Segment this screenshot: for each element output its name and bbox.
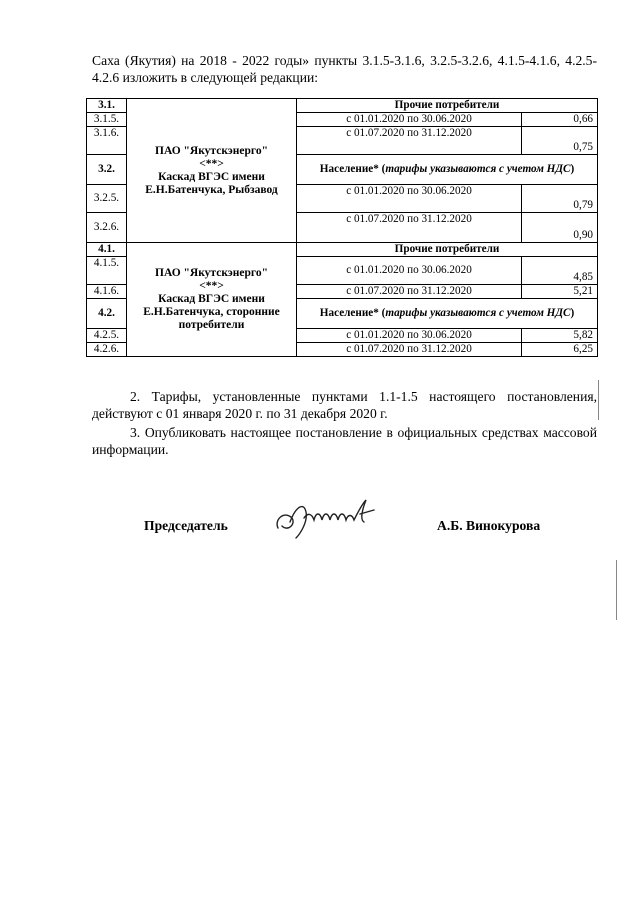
period-cell: с 01.01.2020 по 30.06.2020 [297,257,522,285]
row-number: 3.2.6. [87,213,127,243]
section-header: Прочие потребители [297,99,598,113]
section-header [297,299,598,329]
section-header: Прочие потребители [297,243,598,257]
period-cell: с 01.07.2020 по 31.12.2020 [297,343,522,357]
org-object: Каскад ВГЭС имени Е.Н.Батенчука, сторонние потребители [143,293,280,331]
handwritten-signature [270,492,390,542]
row-number: 3.1. [87,99,127,113]
tariff-value: 0,66 [522,113,598,127]
row-number: 4.1.5. [87,257,127,285]
paragraph-3: 3. Опубликовать настоящее постановление в официальных средствах массовой информации. [92,425,597,457]
section-header [297,155,598,185]
period-cell: с 01.07.2020 по 31.12.2020 [297,285,522,299]
period-cell: с 01.01.2020 по 30.06.2020 [297,185,522,213]
org-note-mark: <**> [199,280,224,292]
signer-name: А.Б. Винокурова [437,518,541,533]
tariff-value: 4,85 [522,257,598,285]
organization-cell [127,243,297,357]
row-number: 4.2.5. [87,329,127,343]
row-number: 3.1.5. [87,113,127,127]
organization-cell [127,99,297,243]
tariff-value: 5,82 [522,329,598,343]
tariff-value: 0,79 [522,185,598,213]
tariff-value: 6,25 [522,343,598,357]
org-object: Каскад ВГЭС имени Е.Н.Батенчука, Рыбзавод [145,170,278,196]
scan-edge-mark [598,380,599,420]
period-cell: с 01.07.2020 по 31.12.2020 [297,127,522,155]
table-row [87,243,598,257]
header-italic: тарифы указываются с учетом НДС [385,163,571,175]
header-end: ) [570,307,575,319]
header-end: ) [570,163,575,175]
tariff-value: 5,21 [522,285,598,299]
chair-title: Председатель [144,518,228,533]
row-number: 4.2. [87,299,127,329]
row-number: 4.2.6. [87,343,127,357]
row-number: 3.1.6. [87,127,127,155]
scan-edge-mark [616,560,617,620]
tariff-table [86,98,598,357]
period-cell: с 01.01.2020 по 30.06.2020 [297,113,522,127]
paragraph-2: 2. Тарифы, установленные пунктами 1.1-1.5 настоящего постановления, действуют с 01 января 2020 г. по 31 декабря 2020 г. [92,389,597,421]
table-row [87,99,598,113]
row-number: 3.2.5. [87,185,127,213]
tariff-value: 0,75 [522,127,598,155]
period-cell: с 01.01.2020 по 30.06.2020 [297,329,522,343]
period-cell: с 01.07.2020 по 31.12.2020 [297,213,522,243]
tariff-value: 0,90 [522,213,598,243]
intro-paragraph: Саха (Якутия) на 2018 - 2022 годы» пункты 3.1.5-3.1.6, 3.2.5-3.2.6, 4.1.5-4.1.6, 4.2.5-4.2.6 изложить в следующей редакции: [92,53,597,85]
row-number: 4.1.6. [87,285,127,299]
row-number: 3.2. [87,155,127,185]
row-number: 4.1. [87,243,127,257]
org-name: ПАО "Якутскэнерго" [155,144,268,157]
header-bold: Население* ( [319,163,386,175]
org-note-mark: <**> [199,157,224,170]
header-italic: тарифы указываются с учетом НДС [385,307,571,319]
header-bold: Население* ( [319,307,386,319]
org-name: ПАО "Якутскэнерго" [155,267,268,279]
